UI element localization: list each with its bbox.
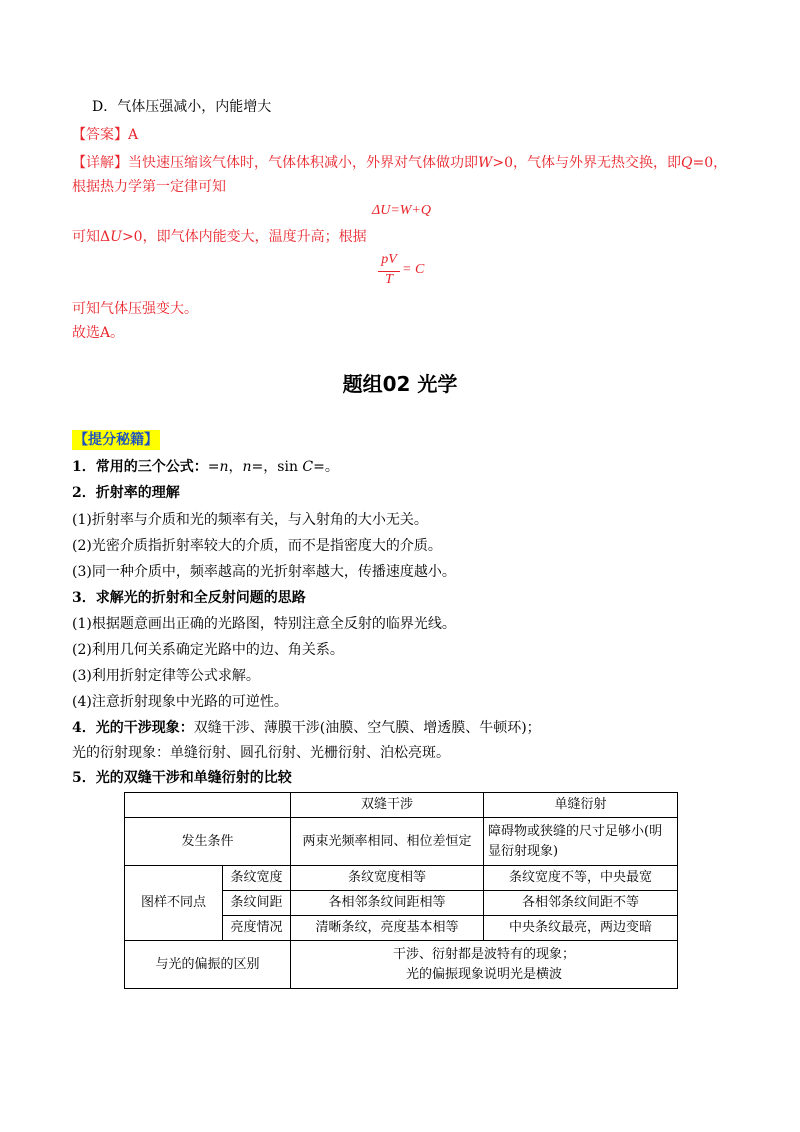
table-header-cell: 单缝衍射 (484, 793, 678, 818)
table-cell: 障碍物或狭缝的尺寸足够小(明显衍射现象) (484, 818, 678, 866)
detail-text: >0，气体与外界无热交换，即 (492, 155, 682, 171)
table-header-cell: 双缝干涉 (291, 793, 484, 818)
table-cell: 各相邻条纹间距不等 (484, 891, 678, 916)
note-item-1 (72, 457, 339, 477)
comparison-table (124, 792, 678, 989)
note-item-5-heading: 5．光的双缝干涉和单缝衍射的比较 (72, 770, 292, 786)
note-item-3-line: (2)利用几何关系确定光路中的边、角关系。 (72, 642, 344, 658)
polarization-line-2: 光的偏振现象说明光是横波 (405, 966, 562, 982)
item-text: 双缝干涉、薄膜干涉(油膜、空气膜、增透膜、牛顿环)； (193, 720, 541, 736)
detail-line-2: 根据热力学第一定律可知 (72, 179, 226, 195)
answer-line (72, 125, 138, 145)
table-header-cell (125, 793, 291, 818)
choose-line: 故选A。 (72, 325, 125, 341)
item-label: 4．光的干涉现象： (72, 720, 194, 736)
table-cell: 条纹宽度不等，中央最宽 (484, 866, 678, 891)
item-label: 1．常用的三个公式： (72, 459, 208, 475)
table-cell-attr: 条纹宽度 (223, 866, 291, 891)
item-text: =。 (313, 459, 339, 475)
detail-text: =0， (692, 155, 728, 171)
table-row (125, 818, 678, 866)
note-item-3-line: (1)根据题意画出正确的光路图，特别注意全反射的临界光线。 (72, 616, 456, 632)
table-cell-label: 图样不同点 (125, 866, 223, 941)
var-n: n (219, 459, 229, 475)
table-row (125, 866, 678, 891)
note-item-3-heading: 3．求解光的折射和全反射问题的思路 (72, 590, 306, 606)
table-cell: 各相邻条纹间距相等 (291, 891, 484, 916)
table-header-row (125, 793, 678, 818)
inference-text: >0，即气体内能变大，温度升高；根据 (121, 229, 367, 245)
first-law-equation: ΔU=W+Q (372, 203, 431, 218)
var-w: W (478, 155, 493, 171)
detail-text: 当快速压缩该气体时，气体体积减小，外界对气体做功即 (128, 155, 478, 171)
table-cell: 两束光频率相同、相位差恒定 (291, 818, 484, 866)
note-item-3-line: (3)利用折射定律等公式求解。 (72, 668, 260, 684)
tips-tag: 【提分秘籍】 (74, 432, 158, 448)
fraction-rhs: = C (402, 262, 425, 277)
table-cell-merged (291, 941, 678, 989)
table-cell: 中央条纹最亮，两边变暗 (484, 916, 678, 941)
var-u: U (110, 229, 122, 245)
var-q: Q (681, 155, 693, 171)
table-cell-label: 发生条件 (125, 818, 291, 866)
polarization-line-1: 干涉、衍射都是波特有的现象； (392, 946, 575, 962)
inference-line (72, 227, 367, 247)
answer-value: A (128, 127, 139, 143)
note-item-4 (72, 718, 541, 738)
inference-text: 可知Δ (72, 229, 111, 245)
note-item-2-line: (2)光密介质指折射率较大的介质，而不是指密度大的介质。 (72, 538, 442, 554)
note-item-4-line-2: 光的衍射现象：单缝衍射、圆孔衍射、光栅衍射、泊松亮斑。 (72, 745, 450, 761)
note-item-2-line: (3)同一种介质中，频率越高的光折射率越大，传播速度越小。 (72, 564, 456, 580)
conclusion-line: 可知气体压强变大。 (72, 301, 198, 317)
table-row (125, 941, 678, 989)
var-c: C (302, 459, 314, 475)
detail-line-1 (72, 153, 727, 173)
item-text: = (207, 459, 220, 475)
table-cell-attr: 条纹间距 (223, 891, 291, 916)
answer-label: 【答案】 (72, 127, 128, 143)
note-item-2-heading: 2．折射率的理解 (72, 485, 180, 501)
option-d: D．气体压强减小，内能增大 (92, 99, 272, 115)
item-text: ， (228, 459, 243, 475)
detail-label: 【详解】 (72, 155, 128, 171)
fraction-numerator: pV (381, 252, 397, 267)
table-cell: 条纹宽度相等 (291, 866, 484, 891)
item-text: =，sin (251, 459, 303, 475)
fraction-denominator: T (385, 272, 393, 287)
table-cell-attr: 亮度情况 (223, 916, 291, 941)
var-n: n (242, 459, 252, 475)
table-cell-label: 与光的偏振的区别 (125, 941, 291, 989)
section-title: 题组02 光学 (342, 372, 458, 396)
table-cell: 清晰条纹，亮度基本相等 (291, 916, 484, 941)
note-item-2-line: (1)折射率与介质和光的频率有关，与入射角的大小无关。 (72, 512, 428, 528)
note-item-3-line: (4)注意折射现象中光路的可逆性。 (72, 694, 288, 710)
